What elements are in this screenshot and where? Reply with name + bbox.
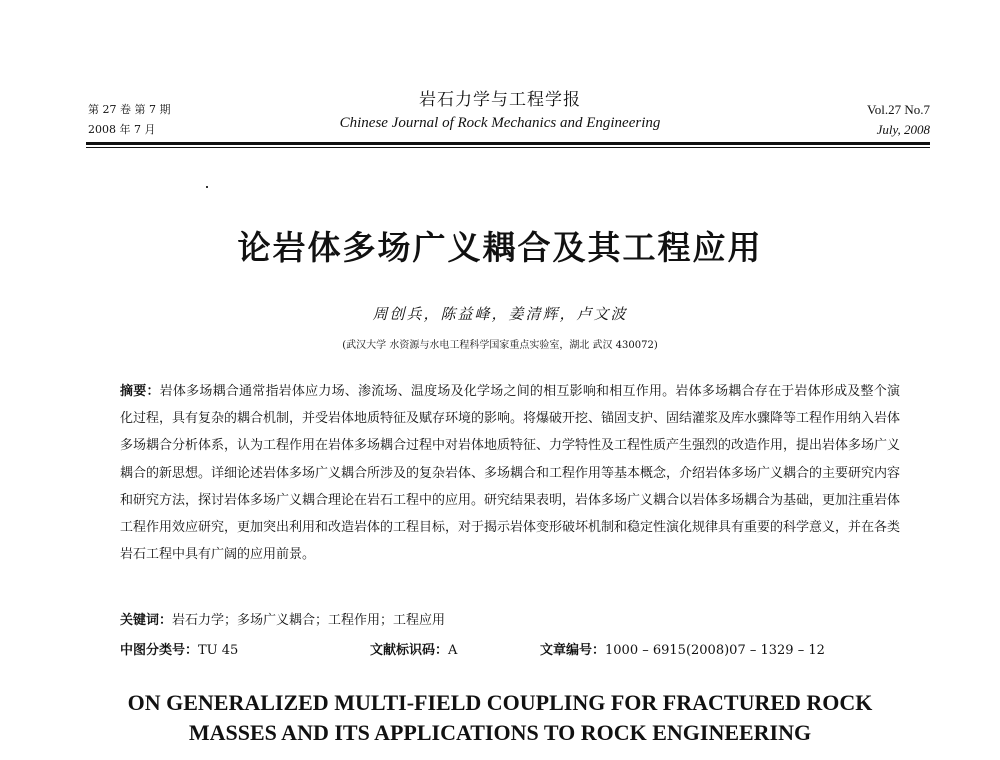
volume-issue-cn: 第 27 卷 第 7 期 [88, 103, 171, 116]
volume-issue-en: Vol.27 No.7 [867, 102, 930, 117]
journal-name-cn: 岩石力学与工程学报 [419, 90, 581, 110]
header-rule-thin [86, 147, 930, 148]
keywords-label: 关键词： [120, 613, 173, 628]
classification-value: TU 45 [198, 643, 239, 658]
abstract-label: 摘要： [120, 384, 160, 399]
abstract [120, 378, 900, 568]
header-rule-thick [86, 142, 930, 145]
header-left [88, 100, 170, 140]
classification-code [120, 640, 238, 662]
article-title-en [60, 688, 940, 748]
keywords [120, 610, 900, 632]
article-no-label: 文章编号： [540, 643, 606, 658]
doc-code-label: 文献标识码： [370, 643, 449, 658]
date-en: July, 2008 [876, 122, 930, 137]
classification-label: 中图分类号： [120, 643, 199, 658]
stray-mark [206, 186, 208, 188]
header-right [867, 100, 930, 140]
journal-name-en: Chinese Journal of Rock Mechanics and Engineering [339, 115, 661, 131]
keywords-text: 岩石力学；多场广义耦合；工程作用；工程应用 [172, 613, 446, 628]
title-en-line-1: ON GENERALIZED MULTI-FIELD COUPLING FOR FRACTURED ROCK [127, 690, 873, 715]
document-code [370, 640, 457, 662]
article-no-value: 1000 – 6915(2008)07 – 1329 – 12 [605, 643, 825, 658]
title-en-line-2: MASSES AND ITS APPLICATIONS TO ROCK ENGINEERING [188, 720, 812, 745]
date-cn: 2008 年 7 月 [88, 123, 156, 136]
affiliation: (武汉大学 水资源与水电工程科学国家重点实验室，湖北 武汉 430072) [342, 340, 658, 351]
article-title-cn: 论岩体多场广义耦合及其工程应用 [237, 228, 763, 267]
header-journal [250, 88, 750, 134]
author-list: 周创兵，陈益峰，姜清辉，卢文波 [372, 305, 628, 323]
abstract-text: 岩体多场耦合通常指岩体应力场、渗流场、温度场及化学场之间的相互影响和相互作用。岩体多场耦合存在于岩体形成及整个演化过程，具有复杂的耦合机制，并受岩体地质特征及赋存环境的影响。将爆破开挖、锚固支护、固结灌浆及库水骤降等工程作用纳入岩体多场耦合分析体系，认为工程作用在岩体多场耦合过程中对岩体地质特征、力学特性及工程性质产生强烈的改造作用，提出岩体多场广义耦合的新思想。详细论述岩体多场广义耦合所涉及的复杂岩体、多场耦合和工程作用等基本概念，介绍岩体多场广义耦合的主要研究内容和研究方法，探讨岩体多场广义耦合理论在岩石工程中的应用。研究结果表明，岩体多场广义耦合以岩体多场耦合为基础，更加注重岩体工程作用效应研究，更加突出利用和改造岩体的工程目标，对于揭示岩体变形破坏机制和稳定性演化规律具有重要的科学意义，并在各类岩石工程中具有广阔的应用前景。 [120, 384, 901, 563]
article-number [540, 640, 825, 662]
doc-code-value: A [448, 643, 458, 658]
